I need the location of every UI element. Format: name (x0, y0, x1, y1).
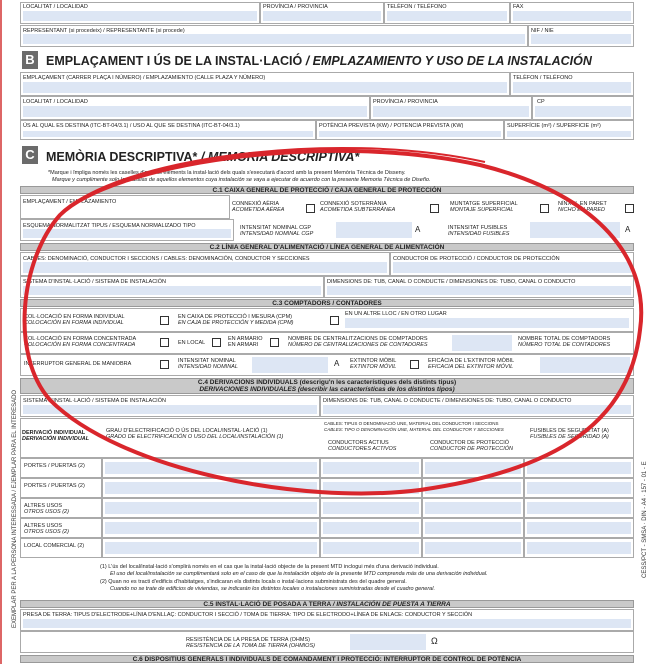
c1-int-unit: A (415, 225, 421, 234)
c4-row-label: PORTES / PUERTAS (2) (24, 483, 85, 489)
c2-cables-label: CABLES: DENOMINACIÓ, CONDUCTOR I SECCIONS / CABLES: DENOMINACIÓN, CONDUCTOR Y SECCIONES (23, 256, 310, 262)
c5-res-unit: Ω (431, 636, 438, 646)
c3-ind-label: COL·LOCACIÓ EN FORMA INDIVIDUAL COLOCACIÓN EN FORMA INDIVIDUAL (24, 314, 125, 326)
c1-soterr-label: CONNEXIÓ SOTERRÀNIA ACOMETIDA SUBTERRÁNEA (320, 201, 396, 213)
c4-col-actius: CONDUCTORS ACTIUS CONDUCTORES ACTIVOS (328, 440, 397, 452)
c5-res-label: RESISTÈNCIA DE LA PRESA DE TERRA (OHMS) RESISTENCIA DE LA TOMA DE TIERRA (OHMIOS) (186, 637, 315, 649)
c1-esquema-label: ESQUEMA NORMALITZAT TIPUS / ESQUEMA NORMALIZADO TIPO (23, 223, 196, 229)
cp-label: CP (537, 99, 545, 105)
c2-sistema-label: SISTEMA D'INSTAL·LACIÓ / SISTEMA DE INSTALACIÓN (23, 279, 166, 285)
c3-band: C.3 COMPTADORS / CONTADORES (20, 299, 634, 307)
c1-int-label: INTENSITAT NOMINAL CGP INTENSIDAD NOMINAL CGP (240, 225, 314, 237)
c3-local-label: EN LOCAL (178, 340, 206, 346)
c4-col-prot: CONDUCTOR DE PROTECCIÓ CONDUCTOR DE PROTECCIÓN (430, 440, 514, 452)
c3-conc-label: COL·LOCACIÓ EN FORMA CONCENTRADA COLOCACIÓN EN FORMA CONCENTRADA (24, 336, 137, 348)
c1-band: C.1 CAIXA GENERAL DE PROTECCIÓ / CAJA GENERAL DE PROTECCIÓN (20, 186, 634, 194)
c4-dimensions-label: DIMENSIONS DE: TUB, CANAL O CONDUCTE / DIMENSIONES DE: TUBO, CANAL O CONDUCTO (323, 398, 572, 404)
telefon-label: TELÈFON / TELÉFONO (387, 4, 447, 10)
section-c-letter: C (22, 146, 38, 164)
c4-col-deriv: DERIVACIÓ INDIVIDUAL DERIVACIÓN INDIVIDUAL (22, 430, 90, 442)
c5-presa-label: PRESA DE TERRA: TIPUS D'ELECTRODE+LÍNIA D'ENLLAÇ: CONDUCTOR I SECCIÓ / TOMA DE TIERRA: TIPO DE ELECTRODO+LÍNEA DE ENLACE: CONDUCTOR Y SECCIÓN (23, 612, 473, 618)
section-b-letter: B (22, 51, 38, 69)
c2-band: C.2 LÍNIA GENERAL D'ALIMENTACIÓ / LÍNEA GENERAL DE ALIMENTACIÓN (20, 243, 634, 251)
section-b-title: EMPLAÇAMENT I ÚS DE LA INSTAL·LACIÓ / EMPLAZAMIENTO Y USO DE LA INSTALACIÓN (46, 54, 592, 68)
c4-row-label: LOCAL COMERCIAL (2) (24, 543, 85, 549)
superficie-label: SUPERFÍCIE (m²) / SUPERFICIE (m²) (507, 123, 601, 129)
c3-int-label: INTENSITAT NOMINAL INTENSIDAD NOMINAL (178, 358, 238, 370)
localitat-label: LOCALITAT / LOCALIDAD (23, 4, 88, 10)
c3-interruptor-label: INTERRUPTOR GENERAL DE MANIOBRA (24, 361, 132, 367)
c1-emplacament-label: EMPLAÇAMENT / EMPLAZAMIENTO (23, 199, 117, 205)
section-c-note-es: Marque y cumplimente solo las casillas de aquellos elementos cuya instalación se vaya a ejecutar de acuerdo con la presente Memoria Técnica de Diseño. (52, 177, 431, 183)
c4-col-cables: CABLES: TIPUS O DENOMINACIÓ UNE, MATERIAL DEL CONDUCTOR I SECCIONS CABLES: TIPO O DENOMINACIÓN UNE, MATERIAL DEL CONDUCTOR Y SECCIONES (324, 421, 504, 432)
us-label: ÚS AL QUAL ES DESTINA (ITC-BT-04/3.1) / USO AL QUE SE DESTINA (ITC-BT-04/3.1) (23, 123, 240, 129)
b-provincia-label: PROVÍNCIA / PROVINCIA (373, 99, 438, 105)
c3-eficacia-label: EFICÀCIA DE L'EXTINTOR MÒBIL EFICACIA DEL EXTINTOR MÓVIL (428, 358, 515, 370)
c4-row-label: ALTRES USOS OTROS USOS (2) (24, 503, 69, 515)
c4-col-grau: GRAU D'ELECTRIFICACIÓ O ÚS DEL LOCAL/INSTAL·LACIÓ (1) GRADO DE ELECTRIFICACIÓN O USO DEL LOCAL/INSTALACIÓN (1) (106, 428, 284, 440)
potencia-label: POTÈNCIA PREVISTA (KW) / POTENCIA PREVISTA (KW) (319, 123, 464, 129)
c3-caixa-label: EN CAIXA DE PROTECCIÓ I MESURA (CPM) EN CAJA DE PROTECCIÓN Y MEDIDA (CPM) (178, 314, 294, 326)
c4-foot2-ca: (2) Quan no es tracti d'edificis d'habitatges, s'indicaran els distints locals o instal·lacions subministrats des del quadre general. (100, 579, 407, 585)
c2-protector-label: CONDUCTOR DE PROTECCIÓ / CONDUCTOR DE PROTECCIÓN (393, 256, 560, 262)
c4-foot2-es: Cuando no se trate de edificios de viviendas, se indicarán los distintos locales o instalaciones suministradas desde el cuadro general. (110, 586, 435, 592)
c1-fus-unit: A (625, 225, 631, 234)
c3-altre-label: EN UN ALTRE LLOC / EN OTRO LUGAR (345, 311, 447, 317)
c1-fus-label: INTENSITAT FUSIBLES INTENSIDAD FUSIBLES (448, 225, 510, 237)
c4-foot1-ca: (1) L'ús del local/instal·lació s'omplirà només en el cas que la instal·lació objecte de la present MTD inclogui més d'una derivació individual. (100, 564, 439, 570)
b-localitat-label: LOCALITAT / LOCALIDAD (23, 99, 88, 105)
representant-label: REPRESENTANT (si procedeix) / REPRESENTANTE (si procede) (23, 28, 185, 34)
c3-int-unit: A (334, 359, 340, 368)
c3-total-label: NOMBRE TOTAL DE COMPTADORS NÚMERO TOTAL DE CONTADORES (518, 336, 611, 348)
c3-armari-label: EN ARMARIO EN ARMARI (228, 336, 263, 348)
c3-nombre-label: NOMBRE DE CENTRALITZACIONS DE COMPTADORS NÚMERO DE CENTRALIZACIONES DE CONTADORES (288, 336, 428, 348)
c5-band: C.5 INSTAL·LACIÓ DE POSADA A TERRA / INSTALACIÓN DE PUESTA A TIERRA (20, 600, 634, 608)
section-c-title: MEMÒRIA DESCRIPTIVA* / MEMORIA DESCRIPTIVA* (46, 150, 360, 164)
fax-label: FAX (513, 4, 524, 10)
c4-sistema-label: SISTEMA D'INSTAL·LACIÓ / SISTEMA DE INSTALACIÓN (23, 398, 166, 404)
b-telefon-label: TELÈFON / TELÉFONO (513, 75, 573, 81)
side-text-left: EXEMPLAR PER A LA PERSONA INTERESSADA / EJEMPLAR PARA EL INTERESADO (12, 389, 18, 628)
c2-dimensions-label: DIMENSIONS DE: TUB, CANAL O CONDUCTE / DIMENSIONES DE: TUBO, CANAL O CONDUCTO (327, 279, 576, 285)
c4-foot1-es: El uso del local/instalación se cumplimentará solo en el caso de que la instalación objeto de la presente MTD comprenda más de una derivación individual. (110, 571, 488, 577)
section-c-note-ca: *Marque i împliga només les caselles d'aquells elements la instal·lació dels quals s'executarà d'acord amb la present Memòria Tècnica de Disseny. (48, 170, 406, 176)
nif-label: NIF / NIE (531, 28, 554, 34)
c6-band: C.6 DISPOSITIUS GENERALS I INDIVIDUALS DE COMANDAMENT I PROTECCIÓ: INTERRUPTOR DE CONTROL DE POTÈNCIA (20, 655, 634, 663)
c1-ninxol-label: NÍNXOL EN PARET NICHO EN PARED (558, 201, 607, 213)
c4-row-label: ALTRES USOS OTROS USOS (2) (24, 523, 69, 535)
side-text-right: CESS/PCT - SMSA · DIN - A4 · 157 - 01 - E (642, 461, 648, 578)
c4-col-fus: FUSIBLES DE SEGURETAT (A) FUSIBLES DE SEGURIDAD (A) (530, 428, 609, 440)
provincia-label: PROVÍNCIA / PROVINCIA (263, 4, 328, 10)
c1-aeria-label: CONNEXIÓ AÈRIA ACOMETIDA AÉREA (232, 201, 285, 213)
c3-extintor-label: EXTINTOR MÒBIL EXTINTOR MÓVIL (350, 358, 397, 370)
c1-muntatge-label: MUNTATGE SUPERFICIAL MONTAJE SUPERFICIAL (450, 201, 518, 213)
c4-band: C.4 DERIVACIONS INDIVIDUALS (descrigu'n les característiques dels distints tipus) DERIVACIONES INDIVIDUALES (describir las características de los distintos tipos) (20, 378, 634, 394)
emplacament-label: EMPLAÇAMENT (CARRER PLAÇA I NÚMERO) / EMPLAZAMIENTO (CALLE PLAZA Y NÚMERO) (23, 75, 266, 81)
c4-row-label: PORTES / PUERTAS (2) (24, 463, 85, 469)
